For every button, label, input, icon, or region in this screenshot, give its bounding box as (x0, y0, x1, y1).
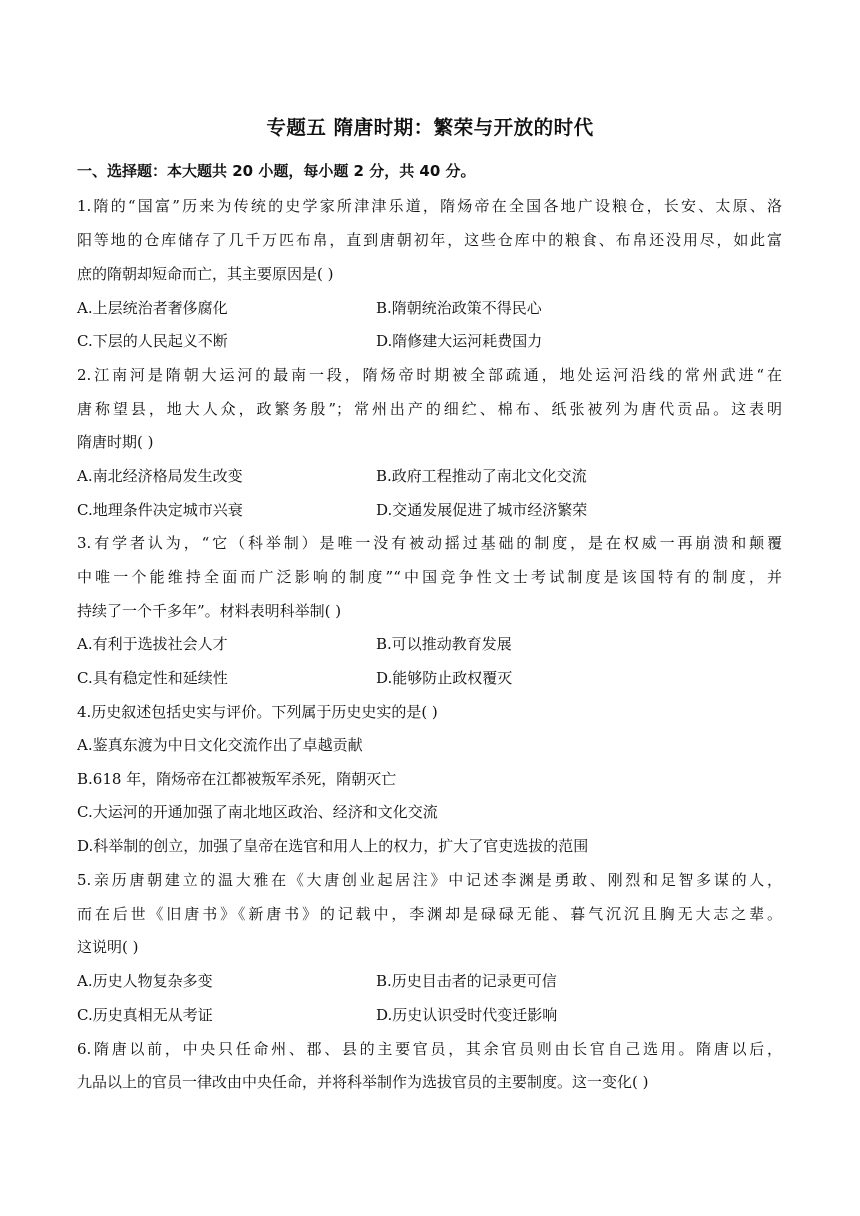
question-3-line-3: 持续了一个千多年”。材料表明科举制( ) (77, 602, 342, 620)
question-5-option-a: A.历史人物复杂多变 (77, 972, 213, 990)
question-2-line-3: 隋唐时期( ) (77, 433, 154, 451)
question-2-option-b: B.政府工程推动了南北文化交流 (376, 467, 587, 485)
question-2-line-2: 唐称望县，地大人众，政繁务殷”；常州出产的细纻、棉布、纸张被列为唐代贡品。这表明 (77, 400, 782, 418)
question-4-option-a: A.鉴真东渡为中日文化交流作出了卓越贡献 (77, 736, 363, 754)
section-heading: 一、选择题：本大题共 20 小题，每小题 2 分，共 40 分。 (77, 162, 476, 180)
question-3-option-d: D.能够防止政权覆灭 (376, 669, 513, 687)
question-2-option-d: D.交通发展促进了城市经济繁荣 (376, 501, 588, 519)
question-2-option-c: C.地理条件决定城市兴衰 (77, 501, 243, 519)
question-5-option-c: C.历史真相无从考证 (77, 1006, 213, 1024)
question-1-line-1: 1.隋的“国富”历来为传统的史学家所津津乐道，隋炀帝在全国各地广设粮仓，长安、太原、洛 (77, 197, 782, 215)
question-3-option-c: C.具有稳定性和延续性 (77, 669, 228, 687)
question-4-line-1: 4.历史叙述包括史实与评价。下列属于历史史实的是( ) (77, 703, 438, 721)
page-title: 专题五 隋唐时期：繁荣与开放的时代 (266, 116, 594, 139)
question-1-option-a: A.上层统治者奢侈腐化 (77, 299, 228, 317)
question-4-option-b: B.618 年，隋炀帝在江都被叛军杀死，隋朝灭亡 (77, 770, 397, 788)
question-5-line-1: 5.亲历唐朝建立的温大雅在《大唐创业起居注》中记述李渊是勇敢、刚烈和足智多谋的人， (77, 871, 782, 889)
question-1-line-2: 阳等地的仓库储存了几千万匹布帛，直到唐朝初年，这些仓库中的粮食、布帛还没用尽，如此富 (77, 231, 782, 249)
question-3-line-2: 中唯一个能维持全面而广泛影响的制度”“中国竞争性文士考试制度是该国特有的制度，并 (77, 568, 782, 586)
question-3-line-1: 3.有学者认为，“它（科举制）是唯一没有被动摇过基础的制度，是在权威一再崩溃和颠覆 (77, 534, 782, 552)
question-3-option-a: A.有利于选拔社会人才 (77, 635, 228, 653)
question-3-option-b: B.可以推动教育发展 (376, 635, 512, 653)
question-1-option-d: D.隋修建大运河耗费国力 (376, 332, 543, 350)
question-4-option-d: D.科举制的创立，加强了皇帝在选官和用人上的权力，扩大了官吏选拔的范围 (77, 837, 589, 855)
question-1-line-3: 庶的隋朝却短命而亡，其主要原因是( ) (77, 265, 334, 283)
question-1-option-b: B.隋朝统治政策不得民心 (376, 299, 542, 317)
question-1-option-c: C.下层的人民起义不断 (77, 332, 228, 350)
question-6-line-2: 九品以上的官员一律改由中央任命，并将科举制作为选拔官员的主要制度。这一变化( ) (77, 1073, 649, 1091)
question-2-line-1: 2.江南河是隋朝大运河的最南一段，隋炀帝时期被全部疏通，地处运河沿线的常州武进“在 (77, 366, 782, 384)
question-5-line-3: 这说明( ) (77, 938, 139, 956)
question-6-line-1: 6.隋唐以前，中央只任命州、郡、县的主要官员，其余官员则由长官自己选用。隋唐以后， (77, 1040, 782, 1058)
question-4-option-c: C.大运河的开通加强了南北地区政治、经济和文化交流 (77, 803, 438, 821)
question-5-option-b: B.历史目击者的记录更可信 (376, 972, 557, 990)
question-5-line-2: 而在后世《旧唐书》《新唐书》的记载中，李渊却是碌碌无能、暮气沉沉且胸无大志之辈。 (77, 905, 782, 923)
question-2-option-a: A.南北经济格局发生改变 (77, 467, 243, 485)
question-5-option-d: D.历史认识受时代变迁影响 (376, 1006, 558, 1024)
